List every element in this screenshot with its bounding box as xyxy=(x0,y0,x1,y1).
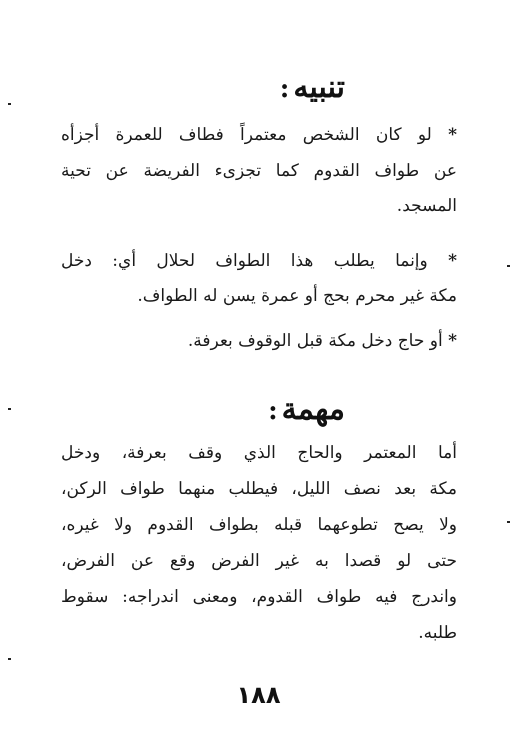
scan-speck xyxy=(507,521,510,523)
heading-tanbih-colon: : xyxy=(279,74,290,104)
paragraph-4-line-6: طلبه. xyxy=(418,623,457,643)
heading-muhimma-text: مهمة xyxy=(281,392,345,427)
bullet-star: * xyxy=(448,251,457,271)
paragraph-2-line-1 xyxy=(61,248,457,274)
scan-speck xyxy=(8,408,11,410)
heading-tanbih-text: تنبيه xyxy=(293,70,345,105)
paragraph-4-line-4: حتى لو قصدا به غير الفرض وقع عن الفرض، xyxy=(61,551,457,571)
paragraph-4-line-1: أما المعتمر والحاج الذي وقف بعرفة، ودخل xyxy=(61,443,457,463)
scan-speck xyxy=(8,658,11,660)
paragraph-4-line-5: واندرج فيه طواف القدوم، ومعنى اندراجه: سقوط xyxy=(61,587,457,607)
paragraph-2-line-2: مكة غير محرم بحج أو عمرة يسن له الطواف. xyxy=(137,286,457,306)
text: وإنما يطلب هذا الطواف لحلال أي: دخل xyxy=(61,251,428,271)
scan-speck xyxy=(8,103,11,105)
paragraph-1-line-3: المسجد. xyxy=(396,196,457,216)
bullet-star: * xyxy=(448,125,457,145)
heading-muhimma xyxy=(268,390,345,431)
paragraph-4-line-3: ولا يصح تطوعهما قبله بطواف القدوم ولا غيره، xyxy=(61,515,457,535)
paragraph-1-line-2: عن طواف القدوم كما تجزىء الفريضة عن تحية xyxy=(61,161,457,181)
text: لو كان الشخص معتمراً فطاف للعمرة أجزأه xyxy=(61,125,432,145)
text: أو حاج دخل مكة قبل الوقوف بعرفة. xyxy=(187,331,443,351)
heading-muhimma-colon: : xyxy=(268,396,278,426)
paragraph-1-line-1 xyxy=(61,122,457,148)
scan-speck xyxy=(507,265,510,267)
page-number: ١٨٨ xyxy=(236,681,281,709)
bullet-star: * xyxy=(448,331,457,351)
paragraph-3-line-1 xyxy=(61,328,457,354)
heading-tanbih xyxy=(280,68,345,109)
paragraph-4-line-2: مكة بعد نصف الليل، فيطلب منهما طواف الركن، xyxy=(61,479,457,499)
